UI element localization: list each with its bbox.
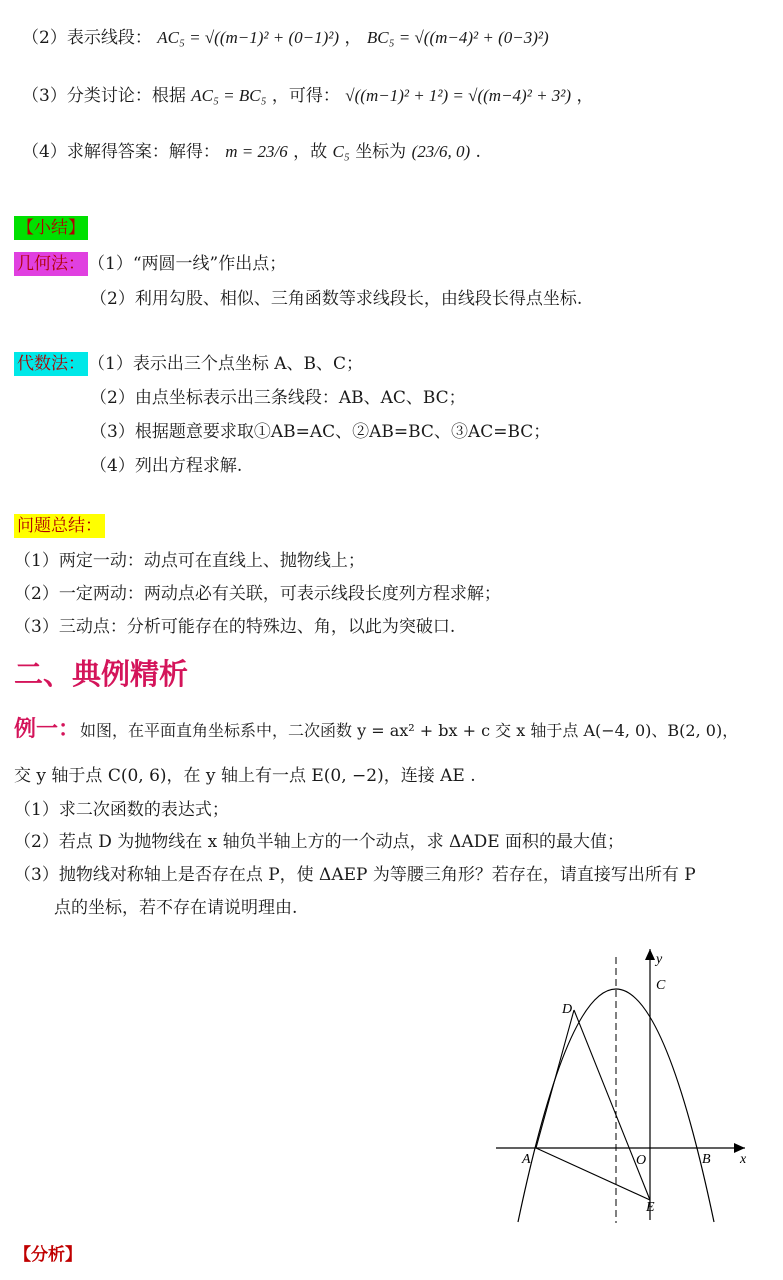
summary-heading bbox=[14, 216, 88, 240]
algebra-item-4 bbox=[90, 454, 242, 478]
question-3b-text: 点的坐标，若不存在请说明理由. bbox=[54, 898, 298, 918]
step2-label: （2）表示线段： bbox=[22, 28, 152, 48]
algebra-item-3-text: （3）根据题意要求取①AB=AC、②AB=BC、③AC=BC； bbox=[90, 422, 551, 442]
problem-item-3-text: （3）三动点：分析可能存在的特殊边、角，以此为突破口. bbox=[14, 617, 456, 637]
algebra-item-1-text: （1）表示出三个点坐标 A、B、C； bbox=[88, 354, 363, 374]
algebra-item-2 bbox=[90, 386, 466, 410]
question-3b bbox=[54, 896, 297, 920]
ac5-expression: AC₅ = √((m−1)² + (0−1)²) bbox=[157, 28, 340, 47]
algebra-item-4-text: （4）列出方程求解. bbox=[90, 456, 243, 476]
step3-mid: ，可得： bbox=[271, 86, 340, 106]
problem-item-3 bbox=[14, 615, 455, 639]
step4-m-value: m = 23/6 bbox=[225, 142, 288, 161]
example-line-2 bbox=[14, 764, 476, 788]
step4-end: . bbox=[475, 142, 481, 162]
problem-item-2-text: （2）一定两动：两动点必有关联，可表示线段长度列方程求解； bbox=[14, 584, 501, 604]
algebra-item-1 bbox=[14, 352, 363, 376]
step3-equation: √((m−1)² + 1²) = √((m−4)² + 3²) bbox=[345, 86, 572, 105]
geometry-item-2 bbox=[90, 287, 582, 311]
problem-heading bbox=[14, 514, 105, 538]
example-label: 例一： bbox=[14, 717, 81, 742]
geometry-item-1 bbox=[14, 252, 286, 276]
question-3a-text: （3）抛物线对称轴上是否存在点 P，使 ΔAEP 为等腰三角形？若存在，请直接写出所有 P bbox=[14, 865, 696, 885]
step4-line bbox=[22, 140, 481, 164]
segment-DE bbox=[574, 1010, 650, 1200]
question-1 bbox=[14, 798, 229, 822]
y-axis-arrow bbox=[645, 949, 655, 960]
geometry-item-2-text: （2）利用勾股、相似、三角函数等求线段长，由线段长得点坐标. bbox=[90, 289, 583, 309]
question-1-text: （1）求二次函数的表达式； bbox=[14, 800, 229, 820]
label-B: B bbox=[702, 1152, 711, 1167]
step4-mid2: 坐标为 bbox=[355, 142, 407, 162]
problem-item-1 bbox=[14, 549, 365, 573]
segment-AD bbox=[536, 1010, 574, 1148]
question-2 bbox=[14, 830, 624, 854]
label-x: x bbox=[740, 1152, 747, 1167]
section-title: 二、典例精析 bbox=[14, 657, 189, 691]
label-C: C bbox=[656, 978, 666, 993]
algebra-item-2-text: （2）由点坐标表示出三条线段：AB、AC、BC； bbox=[90, 388, 466, 408]
bc5-expression: BC₅ = √((m−4)² + (0−3)²) bbox=[366, 28, 549, 47]
step3-condition: AC₅ = BC₅ bbox=[191, 86, 267, 105]
problem-item-1-text: （1）两定一动：动点可在直线上、抛物线上； bbox=[14, 551, 365, 571]
step4-c5: C₅ bbox=[332, 142, 350, 161]
step4-coordinate: (23/6, 0) bbox=[411, 142, 471, 161]
question-2-text: （2）若点 D 为抛物线在 x 轴负半轴上方的一个动点，求 ΔADE 面积的最大值； bbox=[14, 832, 625, 852]
problem-tag: 问题总结： bbox=[14, 514, 105, 538]
step3-label: （3）分类讨论：根据 bbox=[22, 86, 186, 106]
step2-separator: ， bbox=[344, 28, 362, 48]
label-O: O bbox=[636, 1153, 647, 1168]
label-E: E bbox=[646, 1200, 655, 1215]
label-D: D bbox=[562, 1002, 573, 1017]
label-y: y bbox=[656, 952, 663, 967]
step2-line bbox=[22, 26, 549, 50]
geometry-tag: 几何法： bbox=[14, 252, 88, 276]
label-A: A bbox=[522, 1152, 531, 1167]
example-line-1 bbox=[14, 718, 738, 743]
step3-end: ， bbox=[576, 86, 594, 106]
step3-line bbox=[22, 84, 593, 108]
analysis-tag: 【分析】 bbox=[14, 1245, 82, 1265]
algebra-tag: 代数法： bbox=[14, 352, 88, 376]
summary-tag: 【小结】 bbox=[14, 216, 88, 240]
geometry-item-1-text: （1）“两圆一线”作出点； bbox=[88, 254, 287, 274]
question-3a bbox=[14, 863, 696, 887]
algebra-item-3 bbox=[90, 420, 550, 444]
step4-mid: ，故 bbox=[293, 142, 328, 162]
problem-item-2 bbox=[14, 582, 501, 606]
example-line-1-text: 如图，在平面直角坐标系中，二次函数 y = ax² + bx + c 交 x 轴于点 A(−4, 0)、B(2, 0)， bbox=[80, 721, 739, 740]
step4-label: （4）求解得答案：解得： bbox=[22, 142, 220, 162]
parabola-figure bbox=[490, 945, 760, 1225]
example-line-2-text: 交 y 轴于点 C(0, 6)，在 y 轴上有一点 E(0, −2)，连接 AE . bbox=[14, 766, 476, 786]
